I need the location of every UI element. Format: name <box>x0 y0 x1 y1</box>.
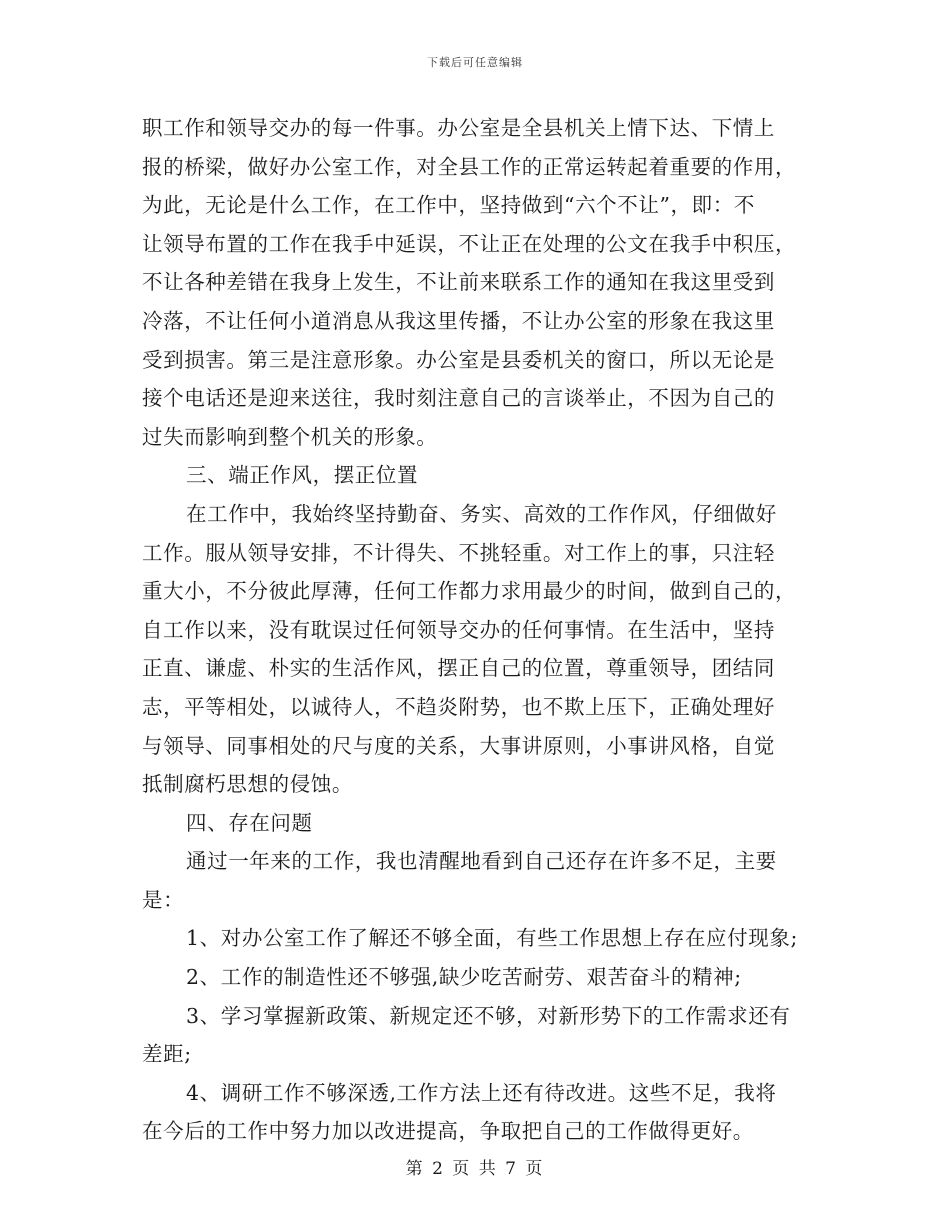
text-line: 通过一年来的工作，我也清醒地看到自己还存在许多不足，主要 <box>186 849 777 874</box>
text-line: 过失而影响到整个机关的形象。 <box>142 424 438 449</box>
text-line: 志，平等相处，以诚待人，不趋炎附势，也不欺上压下，正确处理好 <box>142 694 775 719</box>
text-line: 为此，无论是什么工作，在工作中，坚持做到“六个不让”，即：不 <box>142 193 755 218</box>
text-line: 4、调研工作不够深透,工作方法上还有待改进。这些不足，我将 <box>186 1080 777 1105</box>
page-header: 下载后可任意编辑 <box>427 56 523 69</box>
text-line: 1、对办公室工作了解还不够全面，有些工作思想上存在应付现象; <box>186 926 798 951</box>
text-line: 受到损害。第三是注意形象。办公室是县委机关的窗口，所以无论是 <box>142 347 775 372</box>
text-line: 重大小，不分彼此厚薄，任何工作都力求用最少的时间，做到自己的， <box>142 579 797 604</box>
document-body <box>142 109 808 1151</box>
text-line: 四、存在问题 <box>186 810 313 835</box>
text-line: 是： <box>142 887 185 912</box>
text-line: 差距; <box>142 1042 192 1067</box>
text-line: 在今后的工作中努力加以改进提高，争取把自己的工作做得更好。 <box>142 1119 754 1144</box>
text-line: 自工作以来，没有耽误过任何领导交办的任何事情。在生活中，坚持 <box>142 617 775 642</box>
text-line: 冷落，不让任何小道消息从我这里传播，不让办公室的形象在我这里 <box>142 308 775 333</box>
text-line: 抵制腐朽思想的侵蚀。 <box>142 772 353 797</box>
text-line: 报的桥梁，做好办公室工作，对全县工作的正常运转起着重要的作用， <box>142 154 797 179</box>
text-line: 三、端正作风，摆正位置 <box>186 463 419 488</box>
text-line: 让领导布置的工作在我手中延误，不让正在处理的公文在我手中积压， <box>142 231 797 256</box>
text-line: 正直、谦虚、朴实的生活作风，摆正自己的位置，尊重领导，团结同 <box>142 656 775 681</box>
text-line: 接个电话还是迎来送往，我时刻注意自己的言谈举止，不因为自己的 <box>142 386 775 411</box>
text-line: 3、学习掌握新政策、新规定还不够，对新形势下的工作需求还有 <box>186 1003 791 1028</box>
text-line: 与领导、同事相处的尺与度的关系，大事讲原则，小事讲风格，自觉 <box>142 733 775 758</box>
text-line: 不让各种差错在我身上发生，不让前来联系工作的通知在我这里受到 <box>142 270 775 295</box>
text-line: 职工作和领导交办的每一件事。办公室是全县机关上情下达、下情上 <box>142 116 775 140</box>
text-line: 在工作中，我始终坚持勤奋、务实、高效的工作作风，仔细做好 <box>186 501 777 526</box>
text-line: 2、工作的制造性还不够强,缺少吃苦耐劳、艰苦奋斗的精神; <box>186 965 742 990</box>
text-line: 工作。服从领导安排，不计得失、不挑轻重。对工作上的事，只注轻 <box>142 540 775 565</box>
page-number: 第 2 页 共 7 页 <box>405 1159 545 1179</box>
